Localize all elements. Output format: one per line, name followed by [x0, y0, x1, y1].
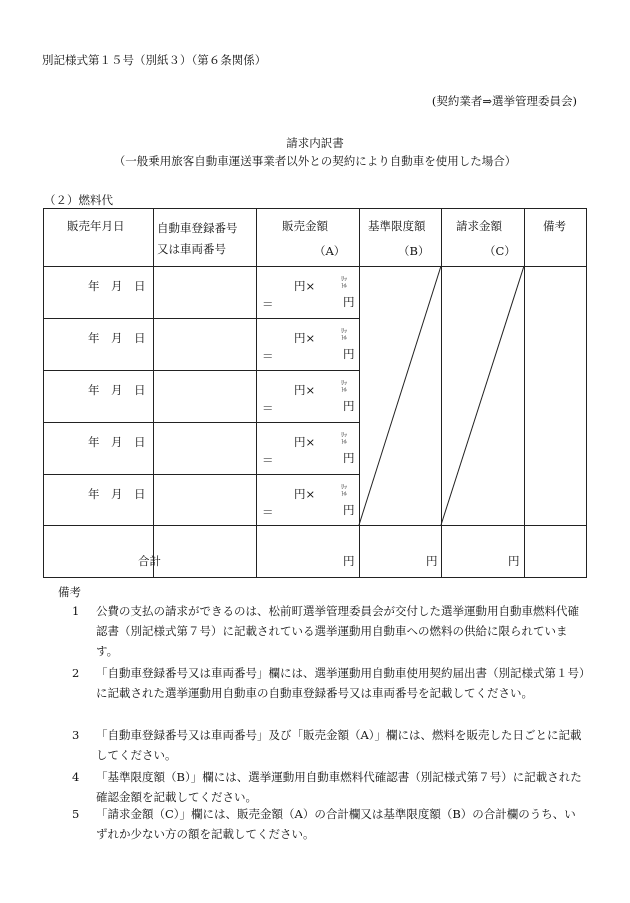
- row-date: 年 月 日: [88, 383, 146, 397]
- column-divider: [256, 208, 257, 578]
- row-equals: ＝: [262, 505, 274, 519]
- header-limit-amount-mark: （B）: [398, 244, 430, 258]
- document-subtitle: （一般乗用旅客自動車運送事業者以外との契約により自動車を使用した場合）: [113, 154, 517, 168]
- note-item: [58, 804, 586, 844]
- total-label: 合計: [138, 554, 161, 568]
- note-text: 「自動車登録番号又は車両番号」欄には、選挙運動用自動車使用契約届出書（別記様式第１号）に記載された選挙運動用自動車の自動車登録番号又は車両番号を記載してください。: [96, 666, 585, 700]
- row-unit-price: 円×: [294, 383, 316, 397]
- column-divider: [153, 208, 154, 578]
- note-number: 1: [72, 604, 80, 618]
- header-limit-amount: 基準限度額: [368, 219, 426, 233]
- column-divider: [524, 208, 525, 578]
- header-sale-date: 販売年月日: [67, 219, 125, 233]
- row-liter-unit: ﾘｯﾄﾙ: [340, 380, 347, 394]
- section-label: （２）燃料代: [44, 193, 113, 207]
- header-vehicle-number-alt: 又は車両番号: [157, 242, 226, 256]
- row-yen: 円: [343, 503, 355, 517]
- row-unit-price: 円×: [294, 487, 316, 501]
- row-yen: 円: [343, 295, 355, 309]
- column-divider: [359, 208, 360, 578]
- row-yen: 円: [343, 347, 355, 361]
- header-claim-amount-mark: （C）: [484, 244, 516, 258]
- note-item: [58, 663, 586, 723]
- note-item: [58, 601, 586, 661]
- note-item: [58, 767, 586, 807]
- form-number: 別記様式第１５号（別紙３）（第６条関係）: [42, 53, 267, 67]
- row-yen: 円: [343, 399, 355, 413]
- total-sale-yen: 円: [343, 554, 355, 568]
- header-row-divider: [43, 266, 587, 267]
- total-limit-yen: 円: [426, 554, 438, 568]
- row-divider: [43, 474, 359, 475]
- header-remarks: 備考: [543, 219, 566, 233]
- note-text: 「基準限度額（B）」欄には、選挙運動用自動車燃料代確認書（別記様式第７号）に記載された確認金額を記載してください。: [96, 770, 582, 804]
- note-number: 2: [72, 666, 80, 680]
- note-number: 5: [72, 807, 80, 821]
- header-sale-amount-mark: （A）: [314, 244, 346, 258]
- note-number: 3: [72, 728, 80, 742]
- row-liter-unit: ﾘｯﾄﾙ: [340, 276, 347, 290]
- row-unit-price: 円×: [294, 435, 316, 449]
- note-text: 「自動車登録番号又は車両番号」及び「販売金額（A）」欄には、燃料を販売した日ごとに記載してください。: [96, 728, 582, 762]
- total-claim-yen: 円: [508, 554, 520, 568]
- row-divider: [43, 318, 359, 319]
- note-number: 4: [72, 770, 80, 784]
- submission-direction: (契約業者⇒選挙管理委員会): [431, 94, 577, 108]
- row-liter-unit: ﾘｯﾄﾙ: [340, 328, 347, 342]
- header-sale-amount: 販売金額: [282, 219, 328, 233]
- row-date: 年 月 日: [88, 487, 146, 501]
- row-liter-unit: ﾘｯﾄﾙ: [340, 484, 347, 498]
- row-unit-price: 円×: [294, 279, 316, 293]
- row-divider: [43, 422, 359, 423]
- total-row-divider: [43, 525, 587, 526]
- row-liter-unit: ﾘｯﾄﾙ: [340, 432, 347, 446]
- row-divider: [43, 370, 359, 371]
- row-date: 年 月 日: [88, 331, 146, 345]
- notes-heading: 備考: [58, 585, 81, 599]
- row-equals: ＝: [262, 401, 274, 415]
- row-equals: ＝: [262, 453, 274, 467]
- note-text: 公費の支払の請求ができるのは、松前町選挙管理委員会が交付した選挙運動用自動車燃料代確認書（別記様式第７号）に記載されている選挙運動用自動車への燃料の供給に限られています。: [96, 604, 579, 658]
- document-title: 請求内訳書: [286, 136, 344, 150]
- header-vehicle-number: 自動車登録番号: [157, 221, 238, 235]
- row-date: 年 月 日: [88, 435, 146, 449]
- note-item: [58, 725, 586, 765]
- row-unit-price: 円×: [294, 331, 316, 345]
- row-equals: ＝: [262, 297, 274, 311]
- row-date: 年 月 日: [88, 279, 146, 293]
- row-equals: ＝: [262, 349, 274, 363]
- column-divider: [441, 208, 442, 578]
- note-text: 「請求金額（C）」欄には、販売金額（A）の合計欄又は基準限度額（B）の合計欄のうち、いずれか少ない方の額を記載してください。: [96, 807, 576, 841]
- header-claim-amount: 請求金額: [456, 219, 502, 233]
- row-yen: 円: [343, 451, 355, 465]
